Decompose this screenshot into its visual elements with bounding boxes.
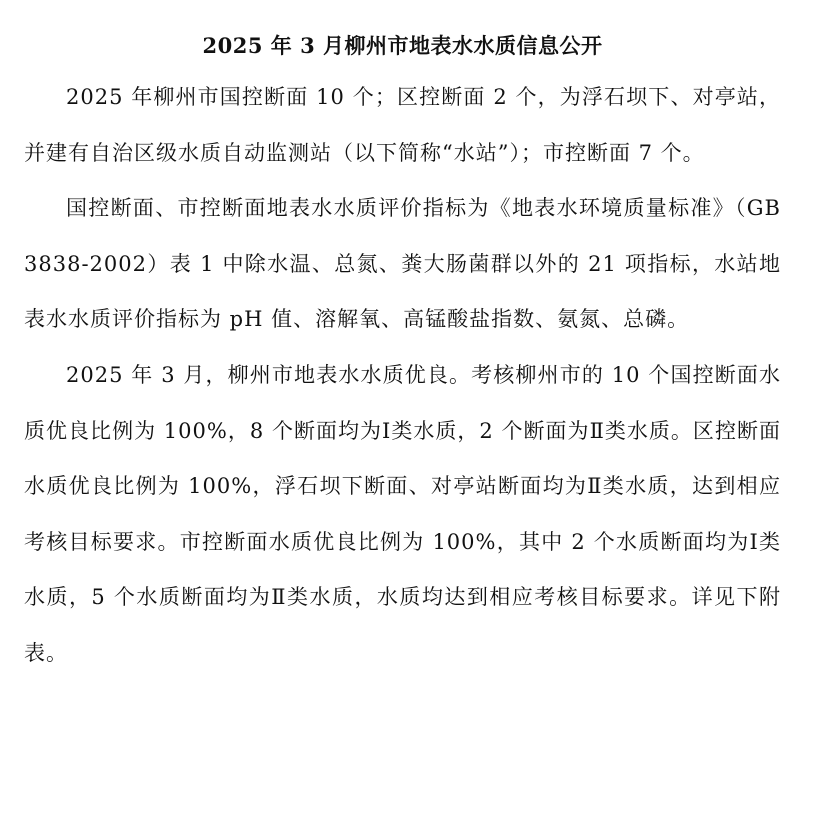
document-title: 2025 年 3 月柳州市地表水水质信息公开: [202, 33, 603, 58]
paragraph-water-quality-results: 2025 年 3 月，柳州市地表水水质优良。考核柳州市的 10 个国控断面水质优良比例为 100%，8 个断面均为Ⅰ类水质，2 个断面为Ⅱ类水质。区控断面水质优良比例为 100%，浮石坝下断面、对亭站断面均为Ⅱ类水质，达到相应考核目标要求。市控断面水质优良比例为 100%，其中 2 个水质断面均为Ⅰ类水质，5 个水质断面均为Ⅱ类水质，水质均达到相应考核目标要求。详见下附表。: [24, 362, 781, 665]
paragraph-evaluation-indicators: 国控断面、市控断面地表水水质评价指标为《地表水环境质量标准》（GB 3838-2002）表 1 中除水温、总氮、粪大肠菌群以外的 21 项指标，水站地表水水质评价指标为 pH 值、溶解氧、高锰酸盐指数、氨氮、总磷。: [24, 196, 781, 332]
paragraph-monitoring-sections: 2025 年柳州市国控断面 10 个；区控断面 2 个，为浮石坝下、对亭站，并建有自治区级水质自动监测站（以下简称“水站”）；市控断面 7 个。: [24, 85, 781, 165]
